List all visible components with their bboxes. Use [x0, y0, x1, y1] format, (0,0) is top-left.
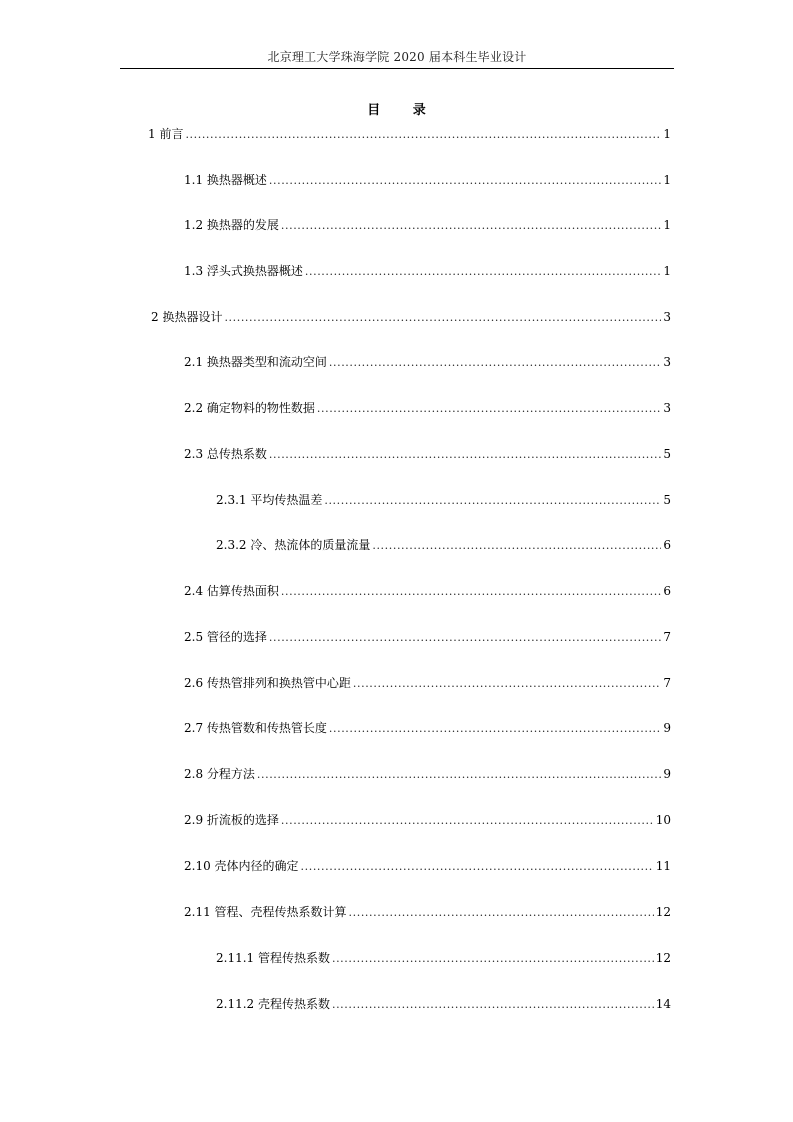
toc-entry-page: 6 — [663, 584, 671, 598]
toc-leader-dots — [185, 127, 661, 143]
toc-entry-label: 2.7 传热管数和传热管长度 — [184, 721, 327, 735]
toc-entry-label: 2.5 管径的选择 — [184, 630, 267, 644]
toc-entry-page: 1 — [663, 127, 671, 141]
toc-entry-2-6[interactable] — [184, 675, 671, 691]
toc-leader-dots — [269, 447, 661, 463]
toc-entry-page: 14 — [655, 997, 671, 1011]
toc-entry-page: 9 — [663, 721, 671, 735]
toc-entry-page: 10 — [655, 813, 671, 827]
toc-leader-dots — [257, 767, 661, 783]
toc-entry-label: 1 前言 — [148, 127, 184, 141]
toc-entry-page: 3 — [663, 310, 671, 324]
toc-entry-page: 12 — [655, 905, 671, 919]
toc-entry-2-7[interactable] — [184, 720, 671, 736]
toc-entry-label: 2.4 估算传热面积 — [184, 584, 279, 598]
toc-entry-2-1[interactable] — [184, 354, 671, 370]
toc-leader-dots — [353, 676, 661, 692]
toc-entry-page: 3 — [663, 355, 671, 369]
toc-entry-2-5[interactable] — [184, 629, 671, 645]
toc-entry-label: 2.2 确定物料的物性数据 — [184, 401, 315, 415]
toc-entry-1-3[interactable] — [184, 263, 671, 279]
toc-entry-page: 5 — [663, 447, 671, 461]
toc-entry-1-1[interactable] — [184, 172, 671, 188]
toc-entry-label: 2.10 壳体内径的确定 — [184, 859, 299, 873]
toc-entry-page: 3 — [663, 401, 671, 415]
toc-entry-page: 9 — [663, 767, 671, 781]
toc-entry-label: 2.3.2 冷、热流体的质量流量 — [216, 538, 371, 552]
header-rule — [120, 68, 674, 69]
toc-entry-2-3-2[interactable] — [216, 537, 671, 553]
toc-title: 目 录 — [367, 103, 440, 118]
toc-leader-dots — [324, 493, 661, 509]
toc-entry-label: 2.3 总传热系数 — [184, 447, 267, 461]
toc-entry-page: 1 — [663, 173, 671, 187]
toc-entry-page: 5 — [663, 493, 671, 507]
toc-entry-2-9[interactable] — [184, 812, 671, 828]
toc-leader-dots — [224, 310, 661, 326]
toc-leader-dots — [305, 264, 661, 280]
toc-leader-dots — [281, 218, 661, 234]
toc-entry-label: 1.1 换热器概述 — [184, 173, 267, 187]
toc-entry-label: 2.1 换热器类型和流动空间 — [184, 355, 327, 369]
toc-leader-dots — [349, 905, 654, 921]
toc-leader-dots — [301, 859, 654, 875]
toc-leader-dots — [269, 630, 661, 646]
toc-leader-dots — [329, 355, 661, 371]
toc-entry-label: 2.11.1 管程传热系数 — [216, 951, 330, 965]
toc-entry-page: 12 — [655, 951, 671, 965]
toc-entry-label: 2.9 折流板的选择 — [184, 813, 279, 827]
toc-entry-label: 2 换热器设计 — [151, 310, 223, 324]
toc-leader-dots — [269, 173, 661, 189]
toc-entry-page: 1 — [663, 264, 671, 278]
toc-entry-2-10[interactable] — [184, 858, 671, 874]
toc-entry-1[interactable] — [148, 126, 671, 142]
toc-leader-dots — [317, 401, 661, 417]
toc-entry-page: 7 — [663, 630, 671, 644]
toc-entry-label: 2.8 分程方法 — [184, 767, 255, 781]
toc-entry-label: 1.2 换热器的发展 — [184, 218, 279, 232]
toc-entry-label: 1.3 浮头式换热器概述 — [184, 264, 303, 278]
running-header: 北京理工大学珠海学院 2020 届本科生毕业设计 — [267, 50, 527, 64]
toc-leader-dots — [332, 997, 654, 1013]
toc-entry-label: 2.11 管程、壳程传热系数计算 — [184, 905, 347, 919]
toc-entry-2-11-1[interactable] — [216, 950, 671, 966]
toc-entry-2[interactable] — [151, 309, 671, 325]
toc-entry-label: 2.6 传热管排列和换热管中心距 — [184, 676, 351, 690]
toc-entry-label: 2.11.2 壳程传热系数 — [216, 997, 330, 1011]
toc-entry-page: 6 — [663, 538, 671, 552]
toc-entry-page: 7 — [663, 676, 671, 690]
toc-entry-2-3-1[interactable] — [216, 492, 671, 508]
toc-entry-label: 2.3.1 平均传热温差 — [216, 493, 323, 507]
toc-entry-2-3[interactable] — [184, 446, 671, 462]
toc-entry-2-2[interactable] — [184, 400, 671, 416]
toc-leader-dots — [281, 584, 661, 600]
toc-entry-page: 11 — [655, 859, 671, 873]
toc-leader-dots — [329, 721, 661, 737]
toc-leader-dots — [281, 813, 654, 829]
toc-leader-dots — [332, 951, 654, 967]
toc-entry-1-2[interactable] — [184, 217, 671, 233]
toc-entry-2-8[interactable] — [184, 766, 671, 782]
toc-entry-2-4[interactable] — [184, 583, 671, 599]
toc-entry-2-11-2[interactable] — [216, 996, 671, 1012]
toc-entry-2-11[interactable] — [184, 904, 671, 920]
toc-leader-dots — [372, 538, 661, 554]
toc-entry-page: 1 — [663, 218, 671, 232]
